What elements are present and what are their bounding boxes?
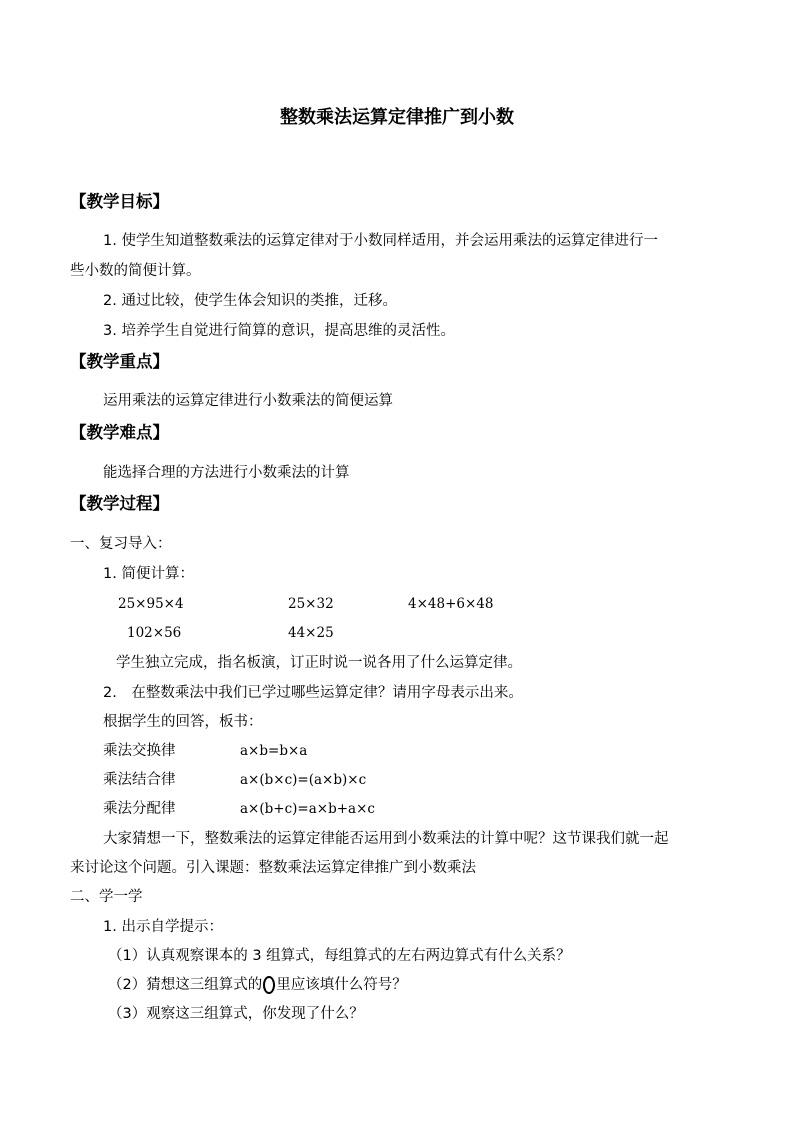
calc-r2c1: 102×56	[127, 625, 182, 641]
law-associative-name: 乘法结合律	[103, 772, 176, 788]
self-study-prompt: 1. 出示自学提示：	[103, 919, 223, 935]
note-1: 学生独立完成，指名板演，订正时说一说各用了什么运算定律。	[116, 655, 522, 671]
question-2-after: 里应该填什么符号？	[276, 977, 407, 993]
goal-item-1-line-2: 些小数的简便计算。	[70, 263, 201, 279]
law-commutative-name: 乘法交换律	[103, 743, 176, 759]
goals-heading: 【教学目标】	[70, 192, 169, 211]
law-commutative-formula: a×b=b×a	[240, 743, 308, 759]
part-2-title: 二、学一学	[70, 889, 143, 905]
law-distributive-name: 乘法分配律	[103, 801, 176, 817]
guess-line-1: 大家猜想一下，整数乘法的运算定律能否运用到小数乘法的计算中呢？这节课我们就一起	[103, 831, 669, 847]
question-2	[108, 975, 407, 995]
calc-r1c1: 25×95×4	[118, 596, 184, 612]
part-1-title: 一、复习导入：	[70, 536, 172, 552]
question-2-before: （2）猜想这三组算式的	[108, 977, 263, 993]
goal-item-1-line-1: 1. 使学生知道整数乘法的运算定律对于小数同样适用，并会运用乘法的运算定律进行一	[103, 233, 658, 249]
board-intro: 根据学生的回答，板书：	[103, 714, 263, 730]
goal-item-3: 3. 培养学生自觉进行简算的意识，提高思维的灵活性。	[103, 323, 455, 339]
calc-r1c3: 4×48+6×48	[408, 596, 494, 612]
key-point-text: 运用乘法的运算定律进行小数乘法的简便运算	[103, 393, 393, 409]
calc-r1c2: 25×32	[288, 596, 334, 612]
question-1: （1）认真观察课本的 3 组算式，每组算式的左右两边算式有什么关系？	[108, 948, 571, 964]
difficulty-text: 能选择合理的方法进行小数乘法的计算	[103, 465, 350, 481]
sub-item-2: 2. 在整数乘法中我们已学过哪些运算定律？请用字母表示出来。	[103, 685, 523, 701]
key-point-heading: 【教学重点】	[70, 352, 169, 371]
document-title: 整数乘法运算定律推广到小数	[280, 107, 514, 128]
sub-item-1: 1. 简便计算：	[103, 566, 194, 582]
difficulty-heading: 【教学难点】	[70, 423, 169, 442]
guess-line-2: 来讨论这个问题。引入课题：整数乘法运算定律推广到小数乘法	[70, 860, 476, 876]
question-3: （3）观察这三组算式，你发现了什么？	[108, 1006, 364, 1022]
law-associative-formula: a×(b×c)=(a×b)×c	[240, 772, 367, 788]
calc-r2c2: 44×25	[288, 625, 334, 641]
process-heading: 【教学过程】	[70, 494, 169, 513]
goal-item-2: 2. 通过比较，使学生体会知识的类推，迁移。	[103, 293, 397, 309]
law-distributive-formula: a×(b+c)=a×b+a×c	[240, 801, 375, 817]
blank-circle-icon	[263, 976, 275, 994]
